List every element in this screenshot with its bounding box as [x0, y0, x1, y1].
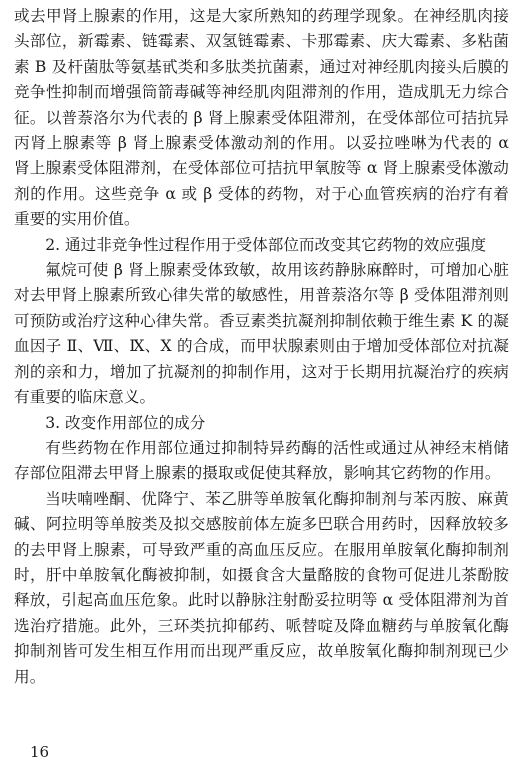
- paragraph-receptor-competition: 或去甲肾上腺素的作用，这是大家所熟知的药理学现象。在神经肌肉接头部位，新霉素、链霉素、双氢链霉素、卡那霉素、庆大霉素、多粘菌素 B 及杆菌肽等氨基甙类和多肽类抗菌素，通过对神经肌肉接头后膜的竞争性抑制而增强筒箭毒碱等神经肌肉阻滞剂的作用，造成肌无力综合征。以普萘洛尔为代表的 β 肾上腺素受体阻滞剂，在受体部位可拮抗异丙肾上腺素等 β 肾上腺素受体激动剂的作用。以妥拉唑啉为代表的 α 肾上腺素受体阻滞剂，在受体部位可拮抗甲氧胺等 α 肾上腺素受体激动剂的作用。这些竞争 α 或 β 受体的药物，对于心血管疾病的治疗有着重要的实用价值。: [14, 7, 509, 229]
- page-body: [14, 4, 509, 690]
- paragraph-mao-inhibitors: 当呋喃唑酮、优降宁、苯乙肼等单胺氧化酶抑制剂与苯丙胺、麻黄碱、阿拉明等单胺类及拟交感胺前体左旋多巴联合用药时，因释放较多的去甲肾上腺素，可导致严重的高血压反应。在服用单胺氧化酶抑制剂时，肝中单胺氧化酶被抑制，如摄食含大量酪胺的食物可促进儿茶酚胺释放，引起高血压危象。此时以静脉注射酚妥拉明等 α 受体阻滞剂为首选治疗措施。此外，三环类抗抑郁药、哌替啶及降血糖药与单胺氧化酶抑制剂皆可发生相互作用而出现严重反应，故单胺氧化酶抑制剂现已少用。: [14, 489, 509, 686]
- page-number: 16: [30, 743, 50, 761]
- paragraph-enzyme-inhibition: 有些药物在作用部位通过抑制特异药酶的活性或通过从神经末梢储存部位阻滞去甲肾上腺素的摄取或促使其释放，影响其它药物的作用。: [14, 438, 509, 483]
- section-heading-3: 3. 改变作用部位的成分: [45, 413, 206, 432]
- paragraph-halothane: 氟烷可使 β 肾上腺素受体致敏，故用该药静脉麻醉时，可增加心脏对去甲肾上腺素所致心律失常的敏感性，用普萘洛尔等 β 受体阻滞剂则可预防或治疗这种心律失常。香豆素类抗凝剂抑制依赖于维生素 K 的凝血因子 Ⅱ、Ⅶ、Ⅸ、Ⅹ 的合成，而甲状腺素则由于增加受体部位对抗凝剂的亲和力，增加了抗凝剂的抑制作用，这对于长期用抗凝治疗的疾病有重要的临床意义。: [14, 261, 509, 407]
- section-heading-2: 2. 通过非竞争性过程作用于受体部位而改变其它药物的效应强度: [45, 235, 487, 254]
